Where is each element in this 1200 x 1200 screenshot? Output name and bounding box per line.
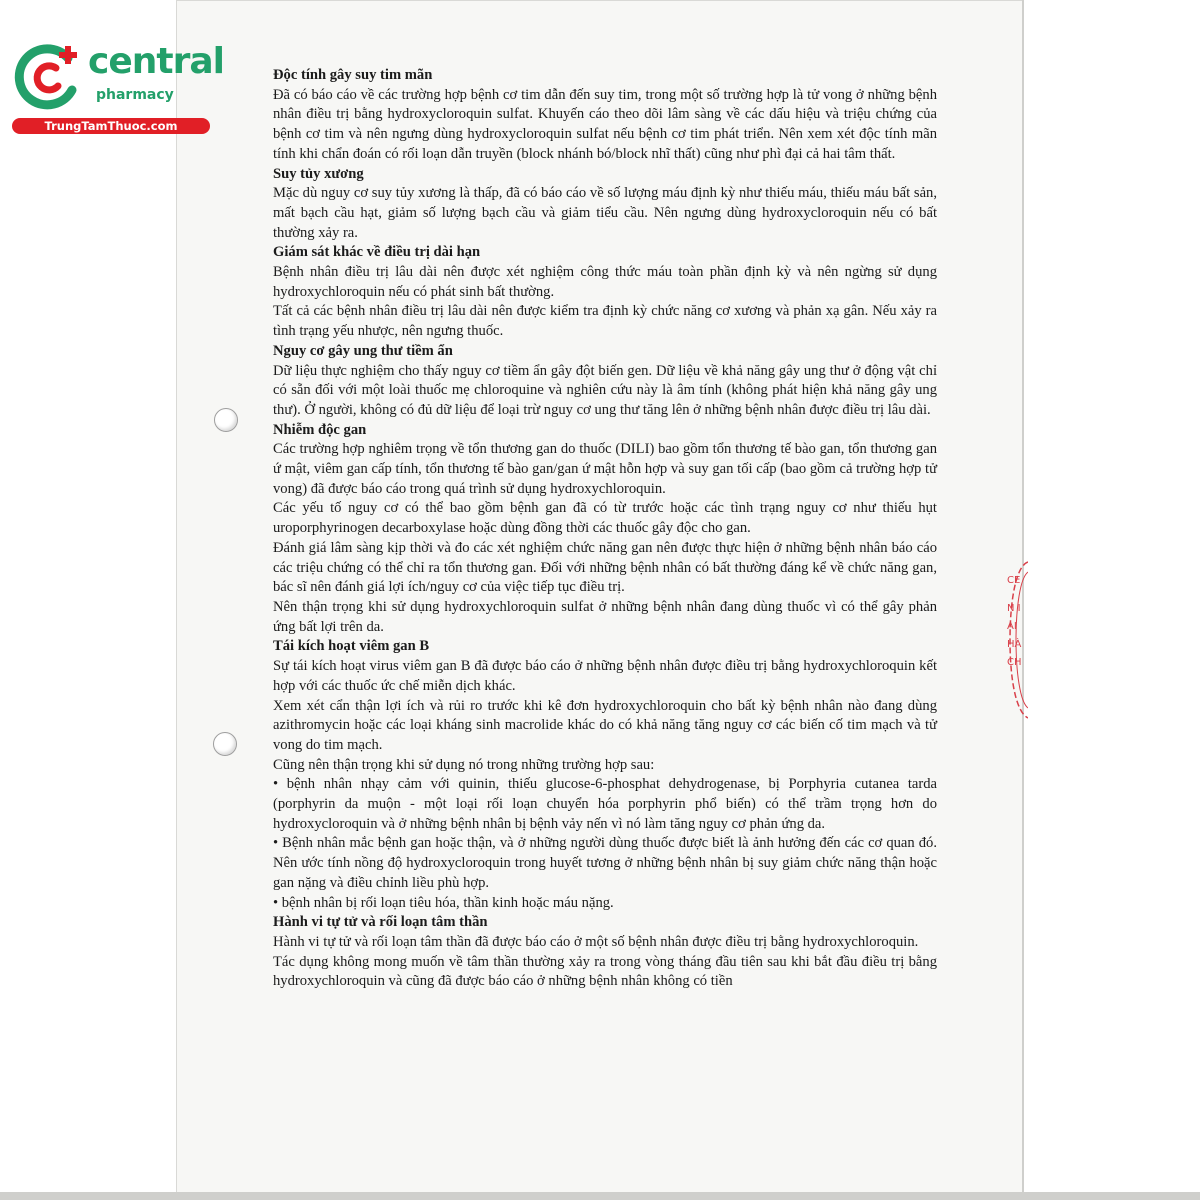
paragraph: Dữ liệu thực nghiệm cho thấy nguy cơ tiềm ẩn gây đột biến gen. Dữ liệu về khả năng gây ung thư ở động vật chỉ có sẵn đối với một loài thuốc mẹ chloroquine và nghiên cứu này là âm tính (không phát hiện khả năng gây ung thư). Ở người, không có đủ dữ liệu để loại trừ nguy cơ ung thư tăng lên ở những bệnh nhân được điều trị lâu dài. — [273, 362, 937, 418]
section-heading: Tái kích hoạt viêm gan B — [273, 638, 430, 655]
paragraph: Các yếu tố nguy cơ có thể bao gồm bệnh gan đã có từ trước hoặc các tình trạng nguy cơ như thiếu hụt uroporphyrinogen decarboxylase hoặc dùng đồng thời các thuốc gây độc cho gan. — [273, 500, 937, 537]
paragraph: Tác dụng không mong muốn về tâm thần thường xảy ra trong vòng tháng đầu tiên sau khi bắt đầu điều trị bằng hydroxychloroquin và cũng đã được báo cáo ở những bệnh nhân không có tiền — [273, 953, 937, 990]
stamp-text: HÀ — [1007, 639, 1022, 650]
pharmacy-logo[interactable] — [8, 38, 224, 138]
stamp-text: N I — [1007, 603, 1021, 614]
paragraph: Mặc dù nguy cơ suy tủy xương là thấp, đã có báo cáo về số lượng máu định kỳ như thiếu máu, thiếu máu bất sản, mất bạch cầu hạt, giảm số lượng bạch cầu và giảm tiểu cầu. Nên ngưng dùng hydroxycloroquin nếu có bất thường xảy ra. — [273, 185, 937, 241]
punch-hole — [214, 408, 238, 432]
stamp-text: AI — [1007, 621, 1017, 632]
section-heading: Nguy cơ gây ung thư tiềm ẩn — [273, 342, 453, 359]
stamp-text: CE — [1007, 575, 1021, 586]
logo-mark-icon — [12, 40, 86, 114]
paragraph: Xem xét cẩn thận lợi ích và rủi ro trước khi kê đơn hydroxychloroquin cho bất kỳ bệnh nhân nào đang dùng azithromycin hoặc các loại kháng sinh macrolide khác do có khả năng tăng nguy cơ các biến cố tim mạch và tử vong do tim mạch. — [273, 697, 937, 753]
paragraph: Nên thận trọng khi sử dụng hydroxychloroquin sulfat ở những bệnh nhân đang dùng thuốc vì có thể gây phản ứng bất lợi trên da. — [273, 598, 937, 635]
paragraph: Tất cả các bệnh nhân điều trị lâu dài nên được kiểm tra định kỳ chức năng cơ xương và phản xạ gân. Nếu xảy ra tình trạng yếu nhược, nên ngưng thuốc. — [273, 303, 937, 340]
section-heading: Giám sát khác về điều trị dài hạn — [273, 244, 481, 261]
section-heading: Suy tủy xương — [273, 165, 364, 182]
paragraph: Cũng nên thận trọng khi sử dụng nó trong những trường hợp sau: — [273, 756, 655, 773]
page-bottom-edge — [0, 1192, 1200, 1200]
bullet-item: • bệnh nhân bị rối loạn tiêu hóa, thần kinh hoặc máu nặng. — [273, 894, 614, 911]
bullet-item: • bệnh nhân nhạy cảm với quinin, thiếu glucose-6-phosphat dehydrogenase, bị Porphyria cutanea tarda (porphyrin da muộn - một loại rối loạn chuyển hóa porphyrin phổ biến) có thể trầm trọng hơn do hydroxycloroquin và ở những bệnh nhân bị bệnh vảy nến vì nó làm tăng nguy cơ phản ứng da. — [273, 776, 937, 832]
paragraph: Đã có báo cáo về các trường hợp bệnh cơ tim dẫn đến suy tim, trong một số trường hợp là tử vong ở những bệnh nhân điều trị bằng hydroxycloroquin sulfat. Khuyến cáo theo dõi lâm sàng về các dấu hiệu và triệu chứng của bệnh cơ tim và nên ngưng dùng hydroxycloroquin sulfat nếu bệnh cơ tim phát triển. Nên xem xét độc tính mãn tính khi chẩn đoán có rối loạn dẫn truyền (block nhánh bó/block nhĩ thất) cũng như phì đại cả hai tâm thất. — [273, 86, 937, 162]
red-stamp — [1004, 560, 1028, 720]
paragraph: Sự tái kích hoạt virus viêm gan B đã được báo cáo ở những bệnh nhân được điều trị bằng hydroxychloroquin kết hợp với các thuốc ức chế miễn dịch khác. — [273, 658, 937, 694]
section-heading: Nhiễm độc gan — [273, 421, 367, 438]
stamp-text: CH — [1007, 657, 1022, 668]
paragraph: Đánh giá lâm sàng kịp thời và đo các xét nghiệm chức năng gan nên được thực hiện ở những bệnh nhân báo cáo các triệu chứng có thể chỉ ra tổn thương gan. Đối với những bệnh nhân có bất thường đáng kể về chức năng gan, bác sĩ nên đánh giá lợi ích/nguy cơ của việc tiếp tục điều trị. — [273, 539, 937, 596]
logo-url-banner[interactable]: TrungTamThuoc.com — [12, 118, 210, 134]
logo-subtitle: pharmacy — [96, 87, 174, 103]
paragraph: Bệnh nhân điều trị lâu dài nên được xét nghiệm công thức máu toàn phần định kỳ và nên ngừng sử dụng hydroxychloroquin nếu có phát sinh bất thường. — [273, 264, 937, 300]
bullet-item: • Bệnh nhân mắc bệnh gan hoặc thận, và ở những người dùng thuốc được biết là ảnh hưởng đến các cơ quan đó. Nên ước tính nồng độ hydroxycloroquin trong huyết tương ở những bệnh nhân bị suy giảm chức năng thận hoặc gan nặng và điều chỉnh liều phù hợp. — [273, 835, 937, 891]
section-heading: Hành vi tự tử và rối loạn tâm thần — [273, 914, 488, 931]
paragraph: Hành vi tự tử và rối loạn tâm thần đã được báo cáo ở một số bệnh nhân được điều trị bằng hydroxychloroquin. — [273, 933, 919, 950]
paragraph: Các trường hợp nghiêm trọng về tổn thương gan do thuốc (DILI) bao gồm tổn thương tế bào gan, tổn thương gan ứ mật, viêm gan cấp tính, tổn thương tế bào gan/gan ứ mật hỗn hợp và suy gan tối cấp (bao gồm cả trường hợp tử vong) đã được báo cáo trong quá trình sử dụng hydroxychloroquin. — [273, 441, 937, 497]
section-heading: Độc tính gây suy tim mãn — [273, 67, 433, 83]
logo-wordmark: central — [88, 41, 224, 82]
document-body — [273, 66, 937, 992]
punch-hole — [213, 732, 237, 756]
